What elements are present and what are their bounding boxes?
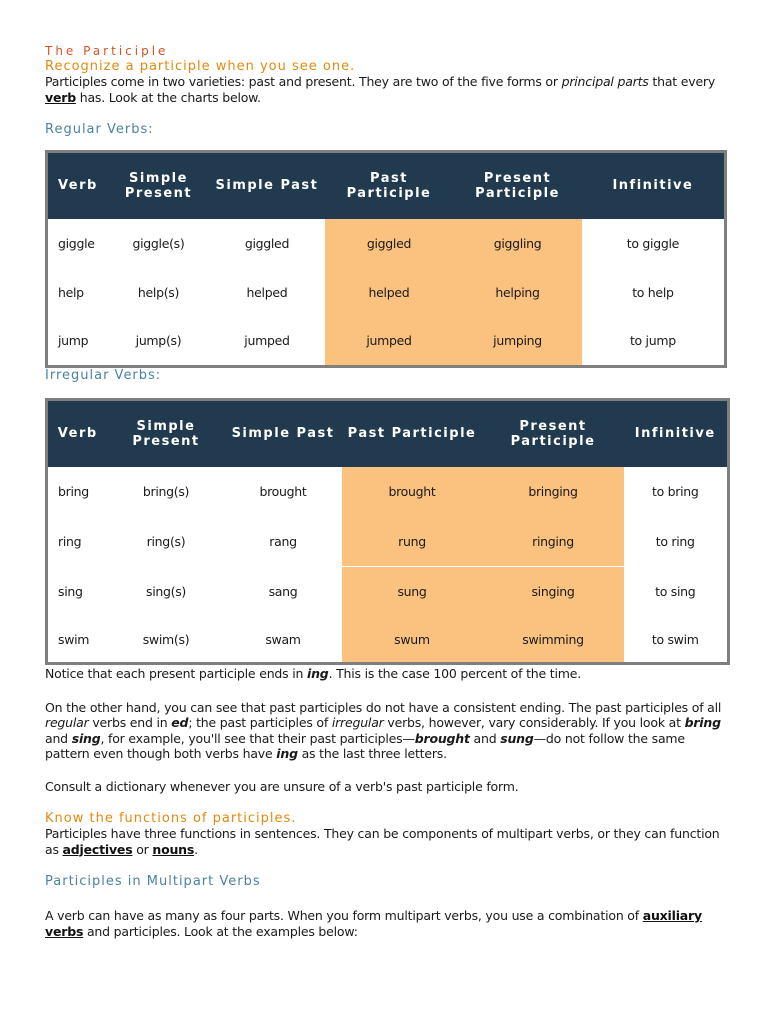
other-text-2: verbs end in — [88, 715, 172, 730]
table-row — [47, 467, 729, 517]
table-row — [47, 219, 726, 268]
cell: to jump — [582, 317, 726, 367]
other-text-6: , for example, you'll see that their past participles— — [100, 730, 415, 746]
cell: to help — [582, 268, 726, 317]
other-text-8: —do not follow the same pattern even though both verbs have — [45, 730, 685, 761]
cell: brought — [225, 467, 342, 517]
cell: to giggle — [582, 219, 726, 268]
auxiliary-verbs-link[interactable]: auxiliary verbs — [45, 908, 702, 939]
regular-verbs-label: Regular Verbs: — [45, 122, 154, 137]
cell: to sing — [624, 567, 729, 617]
header-past-participle: Past Participle — [325, 152, 454, 219]
notice-text-2: . This is the case 100 percent of the time. — [328, 666, 581, 681]
functions-paragraph — [45, 826, 727, 857]
nouns-link[interactable]: nouns — [152, 841, 195, 857]
cell: to swim — [624, 617, 729, 664]
cell: jumped — [209, 317, 325, 367]
other-text-9: as the last three letters. — [297, 746, 447, 761]
table-header-row — [47, 400, 729, 467]
table-header-row — [47, 152, 726, 219]
cell: helping — [453, 268, 582, 317]
header-simple-present: Simple Present — [108, 152, 209, 219]
cell: help(s) — [108, 268, 209, 317]
other-hand-paragraph — [45, 700, 727, 762]
regular-verbs-table — [45, 150, 727, 368]
cell: ringing — [483, 517, 624, 567]
cell: bringing — [483, 467, 624, 517]
notice-bold: ing — [307, 666, 329, 681]
cell: sang — [225, 567, 342, 617]
table-row — [47, 517, 729, 567]
other-bold-1: ed — [171, 715, 189, 730]
functions-text-1: Participles have three functions in sentences. They can be components of multipart verbs, or they can function as — [45, 826, 720, 857]
functions-text-3: . — [194, 841, 198, 857]
header-infinitive: Infinitive — [582, 152, 726, 219]
other-italic-2: irregular — [331, 715, 384, 730]
other-bold-6: ing — [276, 746, 298, 761]
other-bold-4: brought — [414, 730, 470, 746]
cell: jump(s) — [108, 317, 209, 367]
intro-text-1: Participles come in two varieties: past and present. They are two of the five forms or — [45, 74, 562, 89]
table-row — [47, 617, 729, 664]
cell: giggle — [47, 219, 108, 268]
header-infinitive: Infinitive — [624, 400, 729, 467]
cell: sing — [47, 567, 108, 617]
other-italic-1: regular — [45, 715, 89, 730]
cell: jump — [47, 317, 108, 367]
header-simple-present: Simple Present — [108, 400, 225, 467]
header-simple-past: Simple Past — [225, 400, 342, 467]
other-text-3: ; the past participles of — [188, 715, 332, 730]
cell: swam — [225, 617, 342, 664]
cell: ring(s) — [108, 517, 225, 567]
header-verb: Verb — [47, 152, 108, 219]
cell: helped — [325, 268, 454, 317]
intro-text-2: that every — [648, 74, 716, 89]
cell: giggled — [209, 219, 325, 268]
table-row — [47, 317, 726, 367]
other-text-1: On the other hand, you can see that past participles do not have a consistent ending. The past participles of all — [45, 699, 722, 715]
cell: ring — [47, 517, 108, 567]
cell: to bring — [624, 467, 729, 517]
cell: swim — [47, 617, 108, 664]
other-bold-5: sung — [500, 730, 534, 746]
multipart-text-1: A verb can have as many as four parts. When you form multipart verbs, you use a combination of — [45, 908, 643, 923]
other-text-5: and — [45, 730, 72, 746]
page-subtitle: Recognize a participle when you see one. — [45, 59, 356, 74]
cell: bring(s) — [108, 467, 225, 517]
cell: rang — [225, 517, 342, 567]
cell: swimming — [483, 617, 624, 664]
cell: brought — [342, 467, 483, 517]
cell: jumped — [325, 317, 454, 367]
other-bold-2: bring — [684, 715, 721, 730]
multipart-text-2: and participles. Look at the examples below: — [83, 923, 358, 939]
cell: swum — [342, 617, 483, 664]
cell: bring — [47, 467, 108, 517]
document-page — [45, 44, 727, 939]
cell: giggle(s) — [108, 219, 209, 268]
cell: singing — [483, 567, 624, 617]
header-verb: Verb — [47, 400, 108, 467]
header-present-participle: Present Participle — [453, 152, 582, 219]
cell: sing(s) — [108, 567, 225, 617]
irregular-verbs-label: Irregular Verbs: — [45, 368, 162, 383]
functions-heading: Know the functions of participles. — [45, 811, 297, 826]
other-bold-3: sing — [71, 730, 101, 746]
adjectives-link[interactable]: adjectives — [62, 841, 133, 857]
cell: giggling — [453, 219, 582, 268]
header-past-participle: Past Participle — [342, 400, 483, 467]
cell: giggled — [325, 219, 454, 268]
functions-text-2: or — [132, 841, 153, 857]
cell: help — [47, 268, 108, 317]
intro-emphasis: principal parts — [561, 74, 649, 89]
multipart-paragraph — [45, 908, 727, 939]
cell: rung — [342, 517, 483, 567]
cell: to ring — [624, 517, 729, 567]
notice-text-1: Notice that each present participle ends in — [45, 666, 308, 681]
header-present-participle: Present Participle — [483, 400, 624, 467]
table-row — [47, 567, 729, 617]
cell: swim(s) — [108, 617, 225, 664]
intro-text-3: has. Look at the charts below. — [75, 89, 261, 105]
page-title: The Participle — [45, 44, 169, 58]
table-row — [47, 268, 726, 317]
cell: jumping — [453, 317, 582, 367]
cell: helped — [209, 268, 325, 317]
header-simple-past: Simple Past — [209, 152, 325, 219]
verb-link[interactable]: verb — [45, 89, 76, 105]
cell: sung — [342, 567, 483, 617]
other-text-4: verbs, however, vary considerably. If you look at — [383, 715, 685, 730]
other-text-7: and — [469, 730, 501, 746]
consult-paragraph: Consult a dictionary whenever you are unsure of a verb's past participle form. — [45, 778, 519, 794]
intro-paragraph — [45, 74, 727, 105]
multipart-heading: Participles in Multipart Verbs — [45, 874, 261, 889]
notice-paragraph — [45, 666, 727, 682]
irregular-verbs-table — [45, 398, 730, 665]
